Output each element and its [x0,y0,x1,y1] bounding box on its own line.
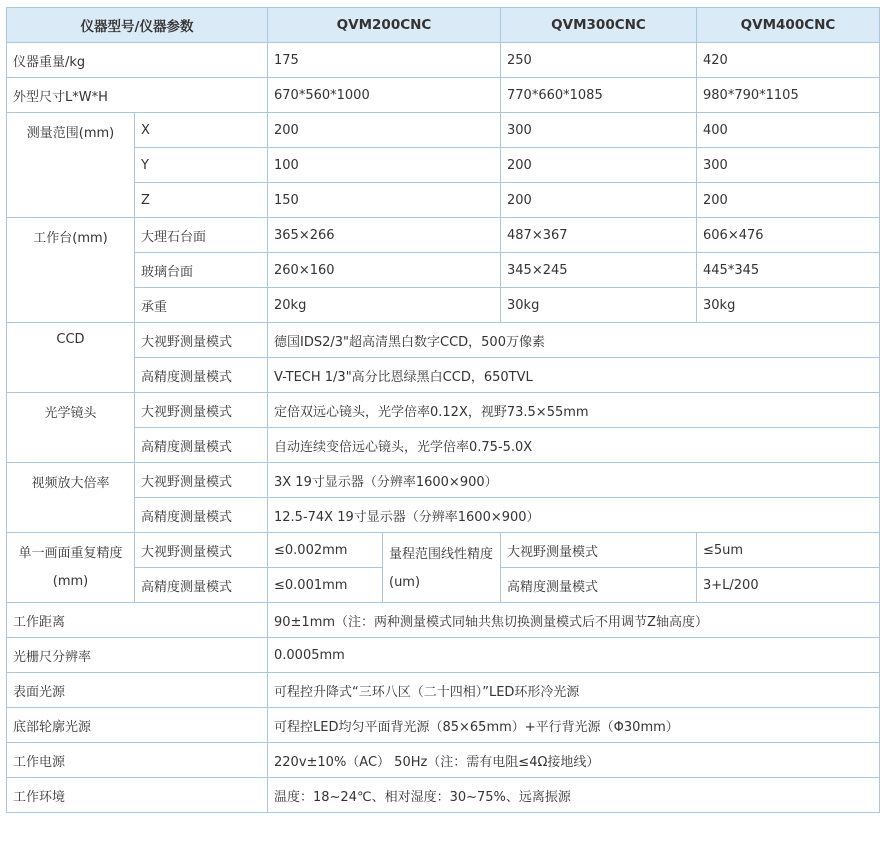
cell-value: 3X 19寸显示器（分辨率1600×900） [268,463,880,498]
cell-value: ≤0.002mm [268,533,383,568]
cell-value: 250 [501,43,697,78]
row-label: 工作电源 [7,743,268,778]
cell-value: 200 [501,148,697,183]
cell-value: 30kg [697,288,880,323]
cell-value: 445*345 [697,253,880,288]
row-label: 工作环境 [7,778,268,813]
header-param: 仪器型号/仪器参数 [7,8,268,43]
cell-value: 365×266 [268,218,501,253]
table-row [7,113,880,148]
cell-value: 20kg [268,288,501,323]
table-row [7,393,880,428]
cell-value: 670*560*1000 [268,78,501,113]
sub-label: 高精度测量模式 [135,498,268,533]
table-header-row [7,8,880,43]
sub-label: 高精度测量模式 [501,568,697,603]
table-row [7,428,880,463]
cell-value: 420 [697,43,880,78]
cell-value: 400 [697,113,880,148]
cell-value: 自动连续变倍远心镜头，光学倍率0.75-5.0X [268,428,880,463]
table-row [7,358,880,393]
cell-value: 980*790*1105 [697,78,880,113]
table-row [7,218,880,253]
sub-label: 大视野测量模式 [135,533,268,568]
cell-value: 90±1mm（注：两种测量模式同轴共焦切换测量模式后不用调节Z轴高度） [268,603,880,638]
cell-value: 可程控LED均匀平面背光源（85×65mm）+平行背光源（Φ30mm） [268,708,880,743]
sub-label: Y [135,148,268,183]
table-row [7,743,880,778]
cell-value: 30kg [501,288,697,323]
sub-label: 玻璃台面 [135,253,268,288]
sub-label: 大理石台面 [135,218,268,253]
sub-label: 高精度测量模式 [135,358,268,393]
cell-value: 300 [697,148,880,183]
cell-value: ≤0.001mm [268,568,383,603]
table-row [7,323,880,358]
group-label: 单一画面重复精度(mm) [7,533,135,603]
table-row [7,638,880,673]
row-label: 外型尺寸L*W*H [7,78,268,113]
table-row [7,498,880,533]
table-row [7,78,880,113]
cell-value: 150 [268,183,501,218]
table-row [7,673,880,708]
cell-value: 12.5-74X 19寸显示器（分辨率1600×900） [268,498,880,533]
sub-label: X [135,113,268,148]
group-label: 视频放大倍率 [7,463,135,533]
cell-value: 100 [268,148,501,183]
cell-value: 770*660*1085 [501,78,697,113]
table-row [7,253,880,288]
sub-label: Z [135,183,268,218]
group-label: 光学镜头 [7,393,135,463]
cell-value: 487×367 [501,218,697,253]
group-label: CCD [7,323,135,393]
sub-label: 承重 [135,288,268,323]
row-label: 底部轮廓光源 [7,708,268,743]
table-row [7,183,880,218]
header-model-1: QVM200CNC [268,8,501,43]
row-label: 工作距离 [7,603,268,638]
cell-value: 定倍双远心镜头，光学倍率0.12X，视野73.5×55mm [268,393,880,428]
group-label: 工作台(mm) [7,218,135,323]
cell-value: 220v±10%（AC） 50Hz（注：需有电阻≤4Ω接地线） [268,743,880,778]
row-label: 表面光源 [7,673,268,708]
cell-value: V-TECH 1/3"高分比恩绿黑白CCD，650TVL [268,358,880,393]
cell-value: ≤5um [697,533,880,568]
sub-label: 高精度测量模式 [135,428,268,463]
spec-table [6,7,880,813]
table-row [7,778,880,813]
cell-value: 345×245 [501,253,697,288]
table-row [7,533,880,568]
sub-label: 大视野测量模式 [501,533,697,568]
table-row [7,148,880,183]
table-row [7,463,880,498]
row-label: 仪器重量/kg [7,43,268,78]
cell-value: 可程控升降式“三环八区（二十四相）”LED环形冷光源 [268,673,880,708]
group-label: 量程范围线性精度(um) [383,533,501,603]
table-row [7,603,880,638]
cell-value: 3+L/200 [697,568,880,603]
sub-label: 高精度测量模式 [135,568,268,603]
cell-value: 德国IDS2/3"超高清黑白数字CCD，500万像素 [268,323,880,358]
header-model-2: QVM300CNC [501,8,697,43]
cell-value: 200 [501,183,697,218]
header-model-3: QVM400CNC [697,8,880,43]
sub-label: 大视野测量模式 [135,393,268,428]
cell-value: 200 [268,113,501,148]
cell-value: 606×476 [697,218,880,253]
cell-value: 300 [501,113,697,148]
sub-label: 大视野测量模式 [135,323,268,358]
row-label: 光栅尺分辨率 [7,638,268,673]
cell-value: 0.0005mm [268,638,880,673]
group-label: 测量范围(mm) [7,113,135,218]
sub-label: 大视野测量模式 [135,463,268,498]
table-row [7,288,880,323]
cell-value: 175 [268,43,501,78]
table-row [7,43,880,78]
cell-value: 260×160 [268,253,501,288]
cell-value: 温度：18~24℃、相对湿度：30~75%、远离振源 [268,778,880,813]
cell-value: 200 [697,183,880,218]
table-row [7,708,880,743]
spec-table-container [6,7,880,813]
